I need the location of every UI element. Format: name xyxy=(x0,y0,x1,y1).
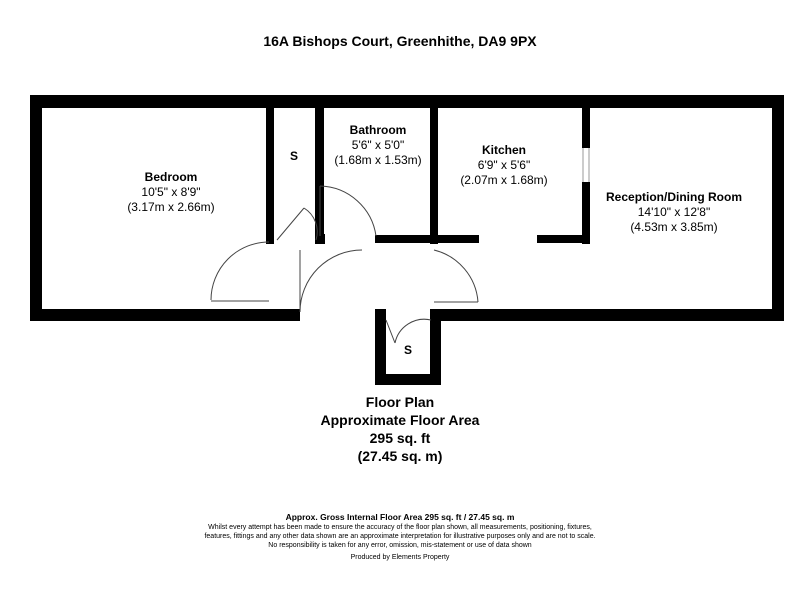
room-metric: (1.68m x 1.53m) xyxy=(334,153,422,167)
room-metric: (4.53m x 3.85m) xyxy=(630,220,718,234)
room-imperial: 14'10" x 12'8" xyxy=(637,205,711,219)
room-imperial: 5'6" x 5'0" xyxy=(351,138,405,152)
disclaimer-line: Whilst every attempt has been made to ensure the accuracy of the floor plan shown, all measurements, positioning, fixtures, xyxy=(208,524,592,531)
address-title: 16A Bishops Court, Greenhithe, DA9 9PX xyxy=(263,33,537,49)
bedroom-door-arc xyxy=(211,242,269,300)
room-reception xyxy=(592,190,756,235)
partition-kitchen-reception-upper xyxy=(582,108,590,148)
disclaimer-line: features, fittings and any other data shown are an approximate interpretation for illustrative purposes only and are not to scale. xyxy=(204,533,596,540)
wall-bottom-left xyxy=(30,309,300,321)
room-bedroom xyxy=(96,170,246,215)
entrance-door-right-arc xyxy=(434,250,478,302)
store-door-leaf xyxy=(277,208,304,240)
room-imperial: 10'5" x 8'9" xyxy=(141,185,201,199)
room-kitchen xyxy=(444,143,564,188)
wall-left xyxy=(30,95,42,321)
store-label-top: S xyxy=(290,149,299,163)
footer xyxy=(150,512,650,562)
partition-bedroom-store xyxy=(266,108,274,244)
produced-by: Produced by Elements Property xyxy=(350,554,450,561)
room-name: Bedroom xyxy=(144,170,198,184)
wall-bathroom-bottom xyxy=(375,235,479,243)
wall-kitchen-bottom xyxy=(537,235,590,243)
room-bathroom xyxy=(318,123,438,168)
room-metric: (2.07m x 1.68m) xyxy=(460,173,548,187)
approx-area-label: Approximate Floor Area xyxy=(320,412,480,428)
lower-store-door-arc xyxy=(395,319,431,343)
store-wall-left xyxy=(375,309,386,385)
partition-kitchen-reception-lower xyxy=(582,182,590,244)
room-name: Bathroom xyxy=(349,123,407,137)
room-name: Reception/Dining Room xyxy=(606,190,742,204)
bathroom-door-arc xyxy=(320,186,376,236)
wall-bottom-right xyxy=(434,309,784,321)
room-metric: (3.17m x 2.66m) xyxy=(127,200,215,214)
disclaimer-line: No responsibility is taken for any error, omission, mis-statement or use of data shown xyxy=(268,542,532,549)
wall-right xyxy=(772,95,784,321)
floor-area-summary xyxy=(250,393,550,465)
room-name: Kitchen xyxy=(481,143,526,157)
store-label-bottom: S xyxy=(404,343,413,357)
lower-store-door-leaf xyxy=(386,320,395,343)
entrance-door-left-arc xyxy=(300,250,362,312)
store-wall-bottom xyxy=(375,374,441,385)
gross-area: Approx. Gross Internal Floor Area 295 sq. ft / 27.45 sq. m xyxy=(285,512,515,522)
room-imperial: 6'9" x 5'6" xyxy=(477,158,531,172)
area-sqm: (27.45 sq. m) xyxy=(357,448,443,464)
wall-top xyxy=(30,95,784,108)
floor-plan-heading: Floor Plan xyxy=(365,394,435,410)
store-wall-right xyxy=(430,309,441,385)
window xyxy=(583,148,589,182)
area-sqft: 295 sq. ft xyxy=(369,430,431,446)
